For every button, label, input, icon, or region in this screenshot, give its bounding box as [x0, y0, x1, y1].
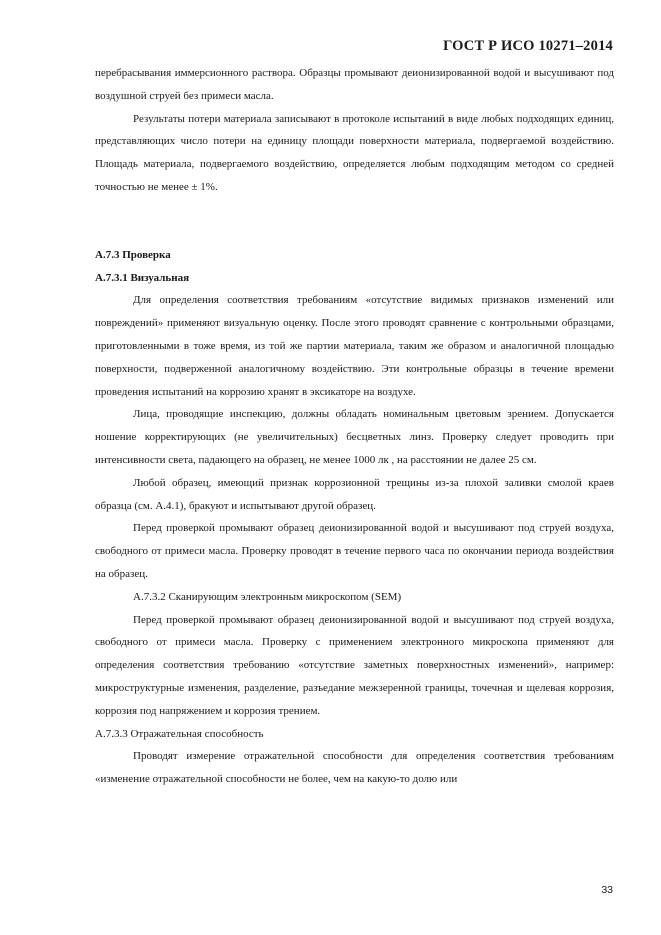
heading-a-7-3-1: А.7.3.1 Визуальная [95, 271, 190, 284]
paragraph-reflectivity: Проводят измерение отражательной способности для определения соответствия требованиям «изменение отражательной способности не более, чем на какую-то долю или [95, 750, 614, 786]
paragraph-rejected-sample: Любой образец, имеющий признак коррозионной трещины из-за плохой заливки смолой краев образца (см. А.4.1), бракуют и испытывают другой образец. [95, 476, 614, 512]
heading-a-7-3-2: А.7.3.2 Сканирующим электронным микроскопом (SEM) [133, 590, 402, 603]
section-spacer [95, 199, 614, 244]
paragraph-continuation: перебрасывания иммерсионного раствора. Образцы промывают деионизированной водой и высушивают под воздушной струей без примеси масла. [95, 67, 614, 102]
paragraph-visual-assessment: Для определения соответствия требованиям «отсутствие видимых признаков изменений или повреждений» применяют визуальную оценку. После этого проводят сравнение с контрольными образцами, приготовленными в тоже время, из той же партии материала, таким же образом и аналогичной площадью поверхности, подверженной аналогичному воздействию. Эти контрольные образцы в течение времени проведения испытаний на коррозию хранят в эксикаторе на воздухе. [95, 294, 614, 398]
paragraph-results: Результаты потери материала записывают в протоколе испытаний в виде любых подходящих единиц, представляющих число потери на единицу площади поверхности материала, подвергаемой воздействию. Площадь материала, подвергаемого воздействию, определяется любым подходящим методом со средней точностью не менее ± 1%. [95, 112, 614, 193]
heading-a-7-3: А.7.3 Проверка [95, 248, 171, 261]
document-body [95, 62, 614, 791]
paragraph-pre-inspection-wash: Перед проверкой промывают образец деионизированной водой и высушивают под струей воздуха, свободного от примеси масла. Проверку проводят в течение первого часа по окончании периода воздействия на образец. [95, 522, 614, 580]
standard-header: ГОСТ Р ИСО 10271–2014 [443, 38, 613, 54]
heading-a-7-3-3: А.7.3.3 Отражательная способность [95, 727, 264, 740]
paragraph-inspectors: Лица, проводящие инспекцию, должны обладать номинальным цветовым зрением. Допускается ношение корректирующих (не увеличительных) бесцветных линз. Проверку следует проводить при интенсивности света, падающего на образец, не менее 1000 лк , на расстоянии не далее 25 см. [95, 408, 614, 466]
page-number: 33 [601, 884, 613, 896]
paragraph-sem: Перед проверкой промывают образец деионизированной водой и высушивают под струей воздуха, свободного от примеси масла. Проверку с применением электронного микроскопа применяют для определения соответствия требованию «отсутствие заметных поверхностных изменений», например: микроструктурные изменения, разделение, разъедание межзеренной границы, точечная и щелевая коррозия, коррозия под напряжением и коррозия трением. [95, 613, 614, 717]
